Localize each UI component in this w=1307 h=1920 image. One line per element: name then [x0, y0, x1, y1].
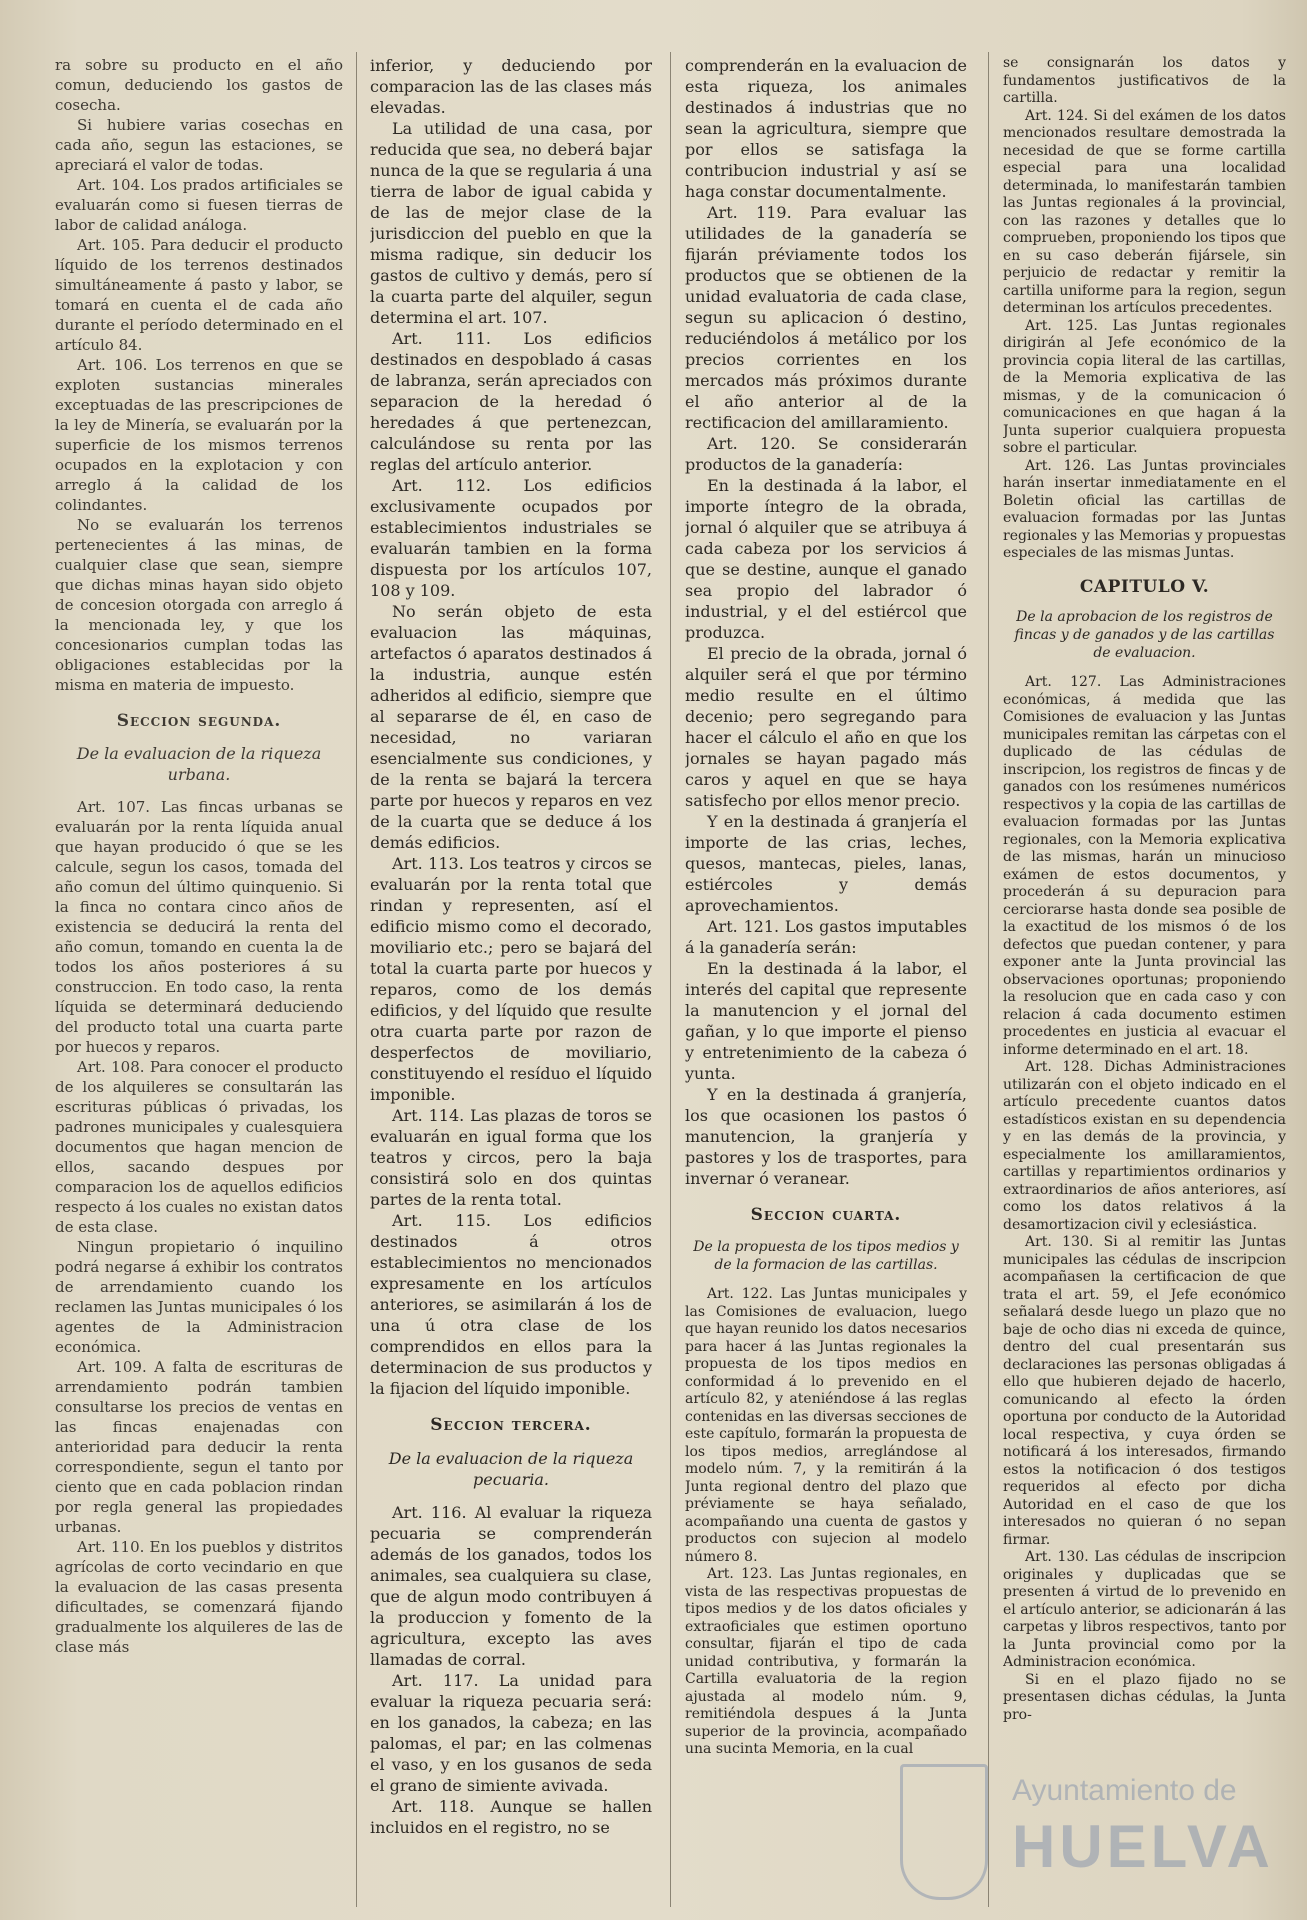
article-125: Art. 125. Las Juntas regionales dirigirán al Jefe económico de la provincia copia literal de las cartillas, de la Memoria explicativa de las mismas, y de la comunicacion ó comunicaciones en que hagan á la Junta superior cualquiera propuesta sobre el particular. — [1003, 317, 1286, 456]
article-130: Art. 130. Si al remitir las Juntas municipales las cédulas de inscripcion acompañasen la certificacion de que trata el art. 59, el Jefe económico señalará desde luego un plazo que no baje de ocho dias ni exceda de quince, dentro del cual presentarán sus declaraciones las personas obligadas á ello que hubieren dejado de hacerlo, comunicando al efecto la órden oportuna por conducto de la Autoridad local respectiva, y cuya órden se notificará á los interesados, firmando estos la notificacion ó dos testigos requeridos al efecto por dicha Autoridad en el caso de que los interesados no quieran ó no sepan firmar. — [1003, 1234, 1286, 1548]
article-119: Art. 119. Para evaluar las utilidades de la ganadería se fijarán préviamente todos los productos que se obtienen de la unidad evaluatoria de cada clase, segun su aplicacion ó destino, reduciéndolos á metálico por los precios corrientes en los mercados más próximos durante el año anterior al de la rectificacion del amillaramiento. — [685, 203, 967, 432]
article-115: Art. 115. Los edificios destinados á otros establecimientos no mencionados expresamente en los artículos anteriores, se asimilarán á los de una ú otra clase de los comprendidos en ellos para la determinacion de sus productos y la fijacion del líquido imponible. — [370, 1211, 652, 1398]
article-122: Art. 122. Las Juntas municipales y las Comisiones de evaluacion, luego que hayan reunido los datos necesarios para hacer á las Juntas regionales la propuesta de los tipos medios en conformidad á lo prevenido en el artículo 82, y ateniéndose á las reglas contenidas en las diversas secciones de este capítulo, formarán la propuesta de los tipos medios, arreglándose al modelo núm. 7, y la remitirán á la Junta regional dentro del plazo que préviamente se haya señalado, acompañando una cuenta de gastos y productos con sujecion al modelo número 8. — [685, 1286, 967, 1565]
article-111: Art. 111. Los edificios destinados en despoblado á casas de labranza, serán apreciados con separacion de la heredad ó heredades á que pertenezcan, calculándose su renta por las reglas del artículo anterior. — [370, 329, 652, 474]
paragraph: se consignarán los datos y fundamentos justificativos de la cartilla. — [1003, 55, 1286, 106]
article-120: Art. 120. Se considerarán productos de la ganadería: — [685, 434, 967, 474]
article-113: Art. 113. Los teatros y circos se evaluarán por la renta total que rindan y representen, así el edificio mismo como el decorado, moviliario etc.; pero se bajará del total la cuarta parte por huecos y reparos, como de los demás edificios, y del líquido que resulte otra cuarta parte por razon de desperfectos de moviliario, constituyendo el resíduo el líquido imponible. — [370, 854, 652, 1104]
section-subtitle: De la propuesta de los tipos medios y de la formacion de las cartillas. — [693, 1239, 959, 1273]
paragraph: Y en la destinada á granjería el importe de las crias, leches, quesos, mantecas, pieles, lanas, estiércoles y demás aprovechamientos. — [685, 812, 967, 915]
column-divider — [670, 52, 671, 1907]
paragraph: No se evaluarán los terrenos pertenecientes á las minas, de cualquier clase que sean, siempre que dichas minas hayan sido objeto de concesion otorgada con arreglo á la mencionada ley, y que los concesionarios cumplan todas las obligaciones establecidas por la misma en materia de impuesto. — [55, 516, 343, 694]
article-104: Art. 104. Los prados artificiales se evaluarán como si fuesen tierras de labor de calidad análoga. — [55, 176, 343, 234]
archive-watermark — [900, 1760, 1300, 1920]
article-130-b: Art. 130. Las cédulas de inscripcion originales y duplicadas que se presenten á virtud de lo prevenido en el artículo anterior, se adicionarán á las carpetas y libros respectivos, tanto por la Junta provincial como por la Administracion económica. — [1003, 1549, 1286, 1670]
text-column-3 — [685, 55, 967, 1900]
article-127: Art. 127. Las Administraciones económicas, á medida que las Comisiones de evaluacion y las Juntas municipales remitan las cárpetas con el duplicado de las cédulas de inscripcion, los registros de fincas y de ganados con los resúmenes numéricos respectivos y la copia de las cartillas de evaluacion formadas por las Juntas regionales, con la Memoria explicativa de las mismas, harán un minucioso exámen de estos documentos, y procederán á su depuracion para cerciorarse hasta donde sea posible de la exactitud de los mismos ó de los defectos que puedan contener, y para exponer ante la Junta provincial las observaciones oportunas; proponiendo la resolucion que en cada caso y con relacion á cada documento estimen procedentes en justicia al evacuar el informe determinado en el art. 18. — [1003, 674, 1286, 1058]
article-110: Art. 110. En los pueblos y distritos agrícolas de corto vecindario en que la evaluacion de las casas presenta dificultades, se comenzará fijando gradualmente los alquileres de las de clase más — [55, 1538, 343, 1656]
article-107: Art. 107. Las fincas urbanas se evaluarán por la renta líquida anual que hayan producido ó que se les calcule, segun los casos, tomada del año comun del último quinquenio. Si la finca no contara cinco años de existencia se deducirá la renta del año comun, tomando en cuenta la de todos los años posteriores á su construccion. En todo caso, la renta líquida se determinará deduciendo del producto total una cuarta parte por huecos y reparos. — [55, 798, 343, 1056]
article-116: Art. 116. Al evaluar la riqueza pecuaria se comprenderán además de los ganados, todos los animales, sea cualquiera su clase, que de algun modo contribuyen á la produccion y fomento de la agricultura, excepto las aves llamadas de corral. — [370, 1503, 652, 1669]
chapter-heading: CAPITULO V. — [1079, 576, 1210, 597]
paragraph: inferior, y deduciendo por comparacion las de las clases más elevadas. — [370, 56, 652, 117]
coat-of-arms-icon — [900, 1764, 988, 1900]
section-subtitle: De la evaluacion de la riqueza urbana. — [76, 744, 322, 784]
article-117: Art. 117. La unidad para evaluar la riqueza pecuaria será: en los ganados, la cabeza; en las palomas, el par; en las colmenas el vaso, y en los gusanos de seda el grano de simiente avivada. — [370, 1671, 652, 1795]
article-128: Art. 128. Dichas Administraciones utilizarán con el objeto indicado en el artículo precedente cuantos datos estadísticos existan en su dependencia y en las demás de la provincia, y especialmente los amillaramientos, cartillas y repartimientos ordinarios y extraordinarios de años anteriores, así como los datos relativos á la desamortizacion civil y eclesiástica. — [1003, 1059, 1286, 1233]
paragraph: No serán objeto de esta evaluacion las máquinas, artefactos ó aparatos destinados á la industria, aunque estén adheridos al edificio, siempre que al separarse de él, en caso de necesidad, no variaran esencialmente sus condiciones, y de la renta se bajará la tercera parte por huecos y reparos en vez de la cuarta que se deduce á los demás edificios. — [370, 602, 652, 852]
article-114: Art. 114. Las plazas de toros se evaluarán en igual forma que los teatros y circos, pero la baja consistirá solo en dos quintas partes de la renta total. — [370, 1106, 652, 1209]
section-subtitle: De la evaluacion de la riqueza pecuaria. — [388, 1449, 634, 1489]
text-column-4 — [1003, 55, 1286, 1900]
paragraph: En la destinada á la labor, el importe íntegro de la obrada, jornal ó alquiler que se atribuya á cada cabeza por los servicios á que se destine, aunque el ganado sea propio del labrador ó industrial, y el del estiércol que produzca. — [685, 476, 967, 642]
section-heading: Seccion tercera. — [430, 1415, 592, 1435]
article-108: Art. 108. Para conocer el producto de los alquileres se consultarán las escrituras públicas ó privadas, los padrones municipales y cualesquiera documentos que hagan mencion de ellos, sacando despues por comparacion los de aquellos edificios respecto á los cuales no existan datos de esta clase. — [55, 1058, 343, 1236]
paragraph: El precio de la obrada, jornal ó alquiler será el que por término medio resulte en el último decenio; pero segregando para hacer el cálculo el año en que los jornales se hayan pagado más caros y aquel en que se haya satisfecho por ellos menor precio. — [685, 644, 967, 810]
paragraph: ra sobre su producto en el año comun, deduciendo los gastos de cosecha. — [55, 56, 343, 114]
article-123: Art. 123. Las Juntas regionales, en vista de las respectivas propuestas de tipos medios y de los datos oficiales y extraoficiales que estimen oportuno consultar, fijarán el tipo de cada unidad contributiva, y formarán la Cartilla evaluatoria de la region ajustada al modelo núm. 9, remitiéndola despues á la Junta superior de la provincia, acompañado una sucinta Memoria, en la cual — [685, 1566, 967, 1757]
paragraph: Si en el plazo fijado no se presentasen dichas cédulas, la Junta pro- — [1003, 1671, 1286, 1723]
article-106: Art. 106. Los terrenos en que se exploten sustancias minerales exceptuadas de las prescripciones de la ley de Minería, se evaluarán por la superficie de los mismos terrenos ocupados en la explotacion y con arreglo á la calidad de los colindantes. — [55, 356, 343, 514]
article-112: Art. 112. Los edificios exclusivamente ocupados por establecimientos industriales se evaluarán tambien en la forma dispuesta por los artículos 107, 108 y 109. — [370, 476, 652, 600]
paragraph: Ningun propietario ó inquilino podrá negarse á exhibir los contratos de arrendamiento cuando los reclamen las Juntas municipales ó los agentes de la Administracion económica. — [55, 1238, 343, 1356]
text-column-1 — [55, 55, 343, 1900]
paragraph: Y en la destinada á granjería, los que ocasionen los pastos ó manutencion, la granjería y pastores y los de trasportes, para invernar ó veranear. — [685, 1085, 967, 1188]
watermark-line-1: Ayuntamiento de — [1012, 1774, 1237, 1807]
paragraph: La utilidad de una casa, por reducida que sea, no deberá bajar nunca de la que se regularia á una tierra de labor de igual cabida y de las de mejor clase de la jurisdiccion del pueblo en que la misma radique, sin deducir los gastos de cultivo y demás, pero sí la cuarta parte del alquiler, segun determina el art. 107. — [370, 119, 652, 327]
column-divider — [356, 52, 357, 1907]
article-121: Art. 121. Los gastos imputables á la ganadería serán: — [685, 917, 967, 957]
paragraph: Si hubiere varias cosechas en cada año, segun las estaciones, se apreciará el valor de todas. — [55, 116, 343, 174]
article-124: Art. 124. Si del exámen de los datos mencionados resultare demostrada la necesidad de que se forme cartilla especial para una localidad determinada, lo manifestarán tambien las Juntas regionales á la provincial, con las razones y detalles que lo comprueben, proponiendo los tipos que en su caso deberán fijársele, sin perjuicio de redactar y remitir la cartilla uniforme para la region, segun determinan los artículos precedentes. — [1003, 107, 1286, 316]
article-118: Art. 118. Aunque se hallen incluidos en el registro, no se — [370, 1797, 652, 1837]
section-heading: Seccion segunda. — [116, 711, 282, 731]
article-109: Art. 109. A falta de escrituras de arrendamiento podrán tambien consultarse los precios de ventas en las fincas enajenadas con anterioridad para deducir la renta correspondiente, segun el tanto por ciento que en cada poblacion rindan por regla general las propiedades urbanas. — [55, 1358, 343, 1536]
paragraph: comprenderán en la evaluacion de esta riqueza, los animales destinados á industrias que no sean la agricultura, siempre que por ellos se satisfaga la contribucion industrial y así se haga constar documentalmente. — [685, 56, 967, 201]
chapter-subtitle: De la aprobacion de los registros de fincas y de ganados y de las cartillas de evaluacion. — [1014, 609, 1275, 661]
watermark-line-2: HUELVA — [1012, 1813, 1274, 1880]
small-print-block — [685, 1286, 967, 1759]
paragraph: En la destinada á la labor, el interés del capital que represente la manutencion y el jornal del gañan, y lo que importe el pienso y entretenimiento de la cabeza ó yunta. — [685, 959, 967, 1083]
article-126: Art. 126. Las Juntas provinciales harán insertar inmediatamente en el Boletin oficial las cartillas de evaluacion formadas por las Juntas regionales y las Memorias y propuestas especiales de las mismas Juntas. — [1003, 457, 1286, 561]
column-divider — [988, 52, 989, 1907]
text-column-2 — [370, 55, 652, 1900]
section-heading: Seccion cuarta. — [750, 1205, 902, 1225]
article-105: Art. 105. Para deducir el producto líquido de los terrenos destinados simultáneamente á pasto y labor, se tomará en cuenta el de cada año durante el período determinado en el artículo 84. — [55, 236, 343, 354]
